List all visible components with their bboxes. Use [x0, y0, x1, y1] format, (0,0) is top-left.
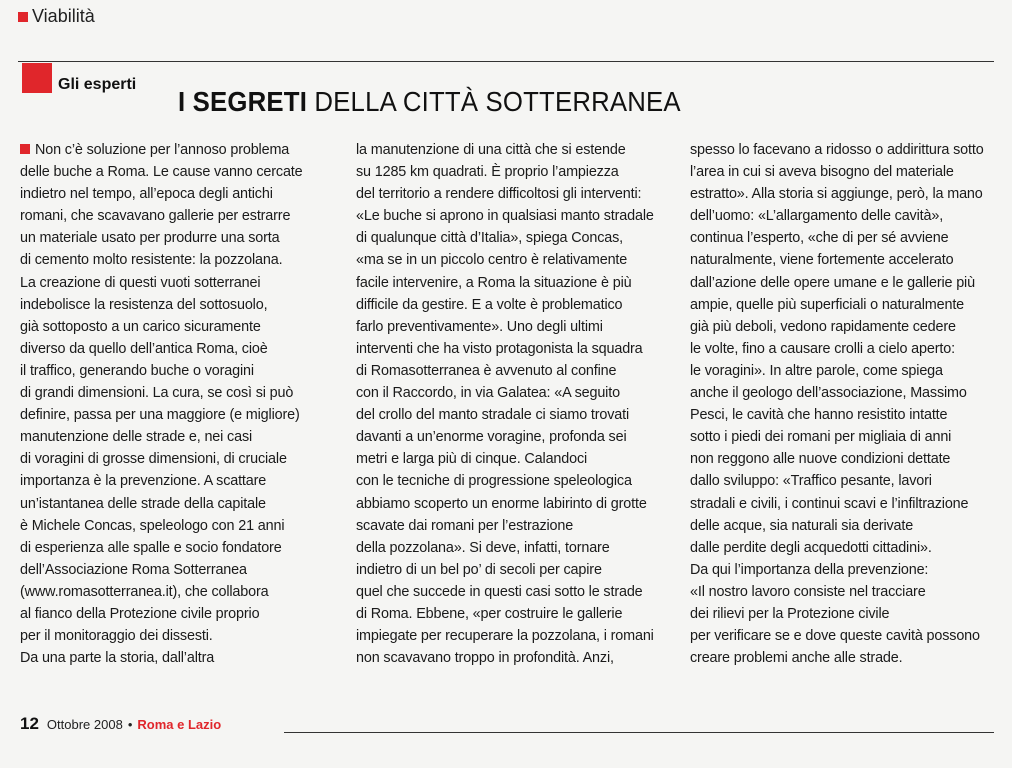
article-line-text: interventi che ha visto protagonista la squadra	[356, 340, 643, 357]
article-line-text: di cemento molto resistente: la pozzolana.	[20, 252, 283, 269]
article-line-text: della pozzolana». Si deve, infatti, tornare	[356, 539, 610, 556]
footer-separator: •	[127, 717, 133, 732]
article-line-text: abbiamo scoperto un enorme labirinto di grotte	[356, 495, 647, 512]
article-line-text: sotto i piedi dei romani per migliaia di anni	[690, 429, 952, 446]
article-column-3	[690, 139, 1000, 669]
article-line-text: definire, passa per una maggiore (e migliore)	[20, 407, 300, 424]
article-line-text: non scavavano troppo in profondità. Anzi,	[356, 650, 614, 667]
article-line-text: La creazione di questi vuoti sotterranei	[20, 274, 261, 291]
article-line-text: farlo preventivamente». Uno degli ultimi	[356, 318, 603, 335]
article-line	[690, 227, 1000, 249]
bottom-divider	[284, 732, 994, 733]
article-line	[690, 360, 1000, 382]
article-line-text: facile intervenire, a Roma la situazione è più	[356, 274, 632, 291]
article-column-1	[20, 139, 338, 669]
article-line-text: per verificare se e dove queste cavità possono	[690, 628, 980, 645]
article-line-text: di Romasotterranea è avvenuto al confine	[356, 362, 617, 379]
top-divider	[18, 61, 994, 62]
article-line-text: stradali e civili, i continui scavi e l’infiltrazione	[690, 495, 969, 512]
article-line	[20, 360, 338, 382]
article-line-text: delle buche a Roma. Le cause vanno cercate	[20, 164, 303, 181]
article-line-text: spesso lo facevano a ridosso o addirittura sotto	[690, 142, 984, 158]
article-line	[20, 183, 338, 205]
article-line-text: dalle perdite degli acquedotti cittadini».	[690, 539, 932, 556]
article-line	[690, 537, 1000, 559]
article-line	[356, 316, 674, 338]
article-line-text: «Il nostro lavoro consiste nel tracciare	[690, 583, 926, 600]
article-line-text: Da qui l’importanza della prevenzione:	[690, 561, 929, 578]
article-line-text: dei rilievi per la Protezione civile	[690, 605, 890, 622]
article-line	[690, 559, 1000, 581]
article-line-text: per il monitoraggio dei dissesti.	[20, 628, 213, 645]
article-line-text: impiegate per recuperare la pozzolana, i romani	[356, 628, 654, 645]
article-line-text: naturalmente, viene fortemente accelerato	[690, 252, 954, 269]
article-line-text: con le tecniche di progressione speleologica	[356, 473, 632, 490]
article-line	[690, 249, 1000, 271]
article-line	[690, 338, 1000, 360]
article-line	[20, 338, 338, 360]
publication-name: Roma e Lazio	[137, 717, 222, 732]
article-line	[356, 515, 674, 537]
page-number: 12	[20, 714, 39, 733]
article-line-text: non reggono alle nuove condizioni dettate	[690, 451, 951, 468]
article-line	[690, 316, 1000, 338]
article-line-text: il traffico, generando buche o voragini	[20, 362, 254, 379]
article-line	[356, 625, 674, 647]
article-line	[20, 603, 338, 625]
article-line	[356, 338, 674, 360]
headline-rest: DELLA CITTÀ SOTTERRANEA	[307, 86, 681, 117]
article-line	[356, 360, 674, 382]
article-line	[20, 404, 338, 426]
page-footer	[20, 714, 221, 734]
article-line	[356, 139, 674, 161]
article-line-text: difficile da gestire. E a volte è problematico	[356, 296, 623, 313]
article-line	[20, 559, 338, 581]
article-line-text: «ma se in un piccolo centro è relativamente	[356, 252, 628, 269]
article-line-text: Non c’è soluzione per l’annoso problema	[35, 142, 290, 158]
article-line	[20, 249, 338, 271]
article-line	[20, 426, 338, 448]
article-line-text: la manutenzione di una città che si estende	[356, 142, 626, 158]
article-line	[690, 426, 1000, 448]
article-line	[690, 470, 1000, 492]
article-line	[690, 139, 1000, 161]
article-line-text: (www.romasotterranea.it), che collabora	[20, 583, 269, 600]
article-line-text: le volte, fino a causare crolli a cielo aperto:	[690, 340, 955, 357]
article-line	[356, 581, 674, 603]
article-line-text: su 1285 km quadrati. È proprio l’ampiezza	[356, 164, 619, 181]
article-line	[690, 183, 1000, 205]
article-line-text: delle acque, sia naturali sia derivate	[690, 517, 914, 534]
paragraph-bullet-square	[20, 144, 30, 154]
article-line	[690, 515, 1000, 537]
article-line	[356, 647, 674, 669]
article-line-text: di esperienza alle spalle e socio fondatore	[20, 539, 282, 556]
article-line-text: romani, che scavavano gallerie per estrarre	[20, 208, 291, 225]
article-line	[20, 382, 338, 404]
section-marker-square	[18, 12, 28, 22]
article-line	[356, 227, 674, 249]
article-line	[356, 448, 674, 470]
kicker-red-box	[22, 63, 52, 93]
article-line	[356, 470, 674, 492]
article-line-text: continua l’esperto, «che di per sé avviene	[690, 230, 949, 247]
headline	[178, 86, 681, 118]
article-line	[356, 426, 674, 448]
article-line	[690, 448, 1000, 470]
article-line-text: indietro nel tempo, all’epoca degli antichi	[20, 186, 273, 203]
article-line-text: di qualunque città d’Italia», spiega Concas,	[356, 230, 624, 247]
article-line-text: metri e larga più di cinque. Calandoci	[356, 451, 588, 468]
article-line-text: creare problemi anche alle strade.	[690, 650, 903, 667]
article-line	[356, 382, 674, 404]
article-line-text: le voragini». In altre parole, come spiega	[690, 362, 943, 379]
article-line	[356, 183, 674, 205]
article-line-text: di Roma. Ebbene, «per costruire le gallerie	[356, 605, 623, 622]
article-column-2	[356, 139, 674, 669]
article-line	[356, 161, 674, 183]
article-line	[20, 515, 338, 537]
article-line	[356, 249, 674, 271]
article-line-text: indebolisce la resistenza del sottosuolo,	[20, 296, 268, 313]
section-label: Viabilità	[32, 6, 95, 26]
article-line-text: Da una parte la storia, dall’altra	[20, 650, 215, 667]
article-line-text: dallo sviluppo: «Traffico pesante, lavori	[690, 473, 932, 490]
article-line-text: estratto». Alla storia si aggiunge, però, la mano	[690, 186, 983, 203]
article-line	[690, 205, 1000, 227]
article-line-text: di grandi dimensioni. La cura, se così si può	[20, 385, 294, 402]
article-line-text: già sottoposto a un carico sicuramente	[20, 318, 261, 335]
article-line	[20, 139, 338, 161]
article-line-text: già più deboli, vedono rapidamente cedere	[690, 318, 956, 335]
section-tag	[18, 6, 95, 27]
article-line-text: quel che succede in questi casi sotto le strade	[356, 583, 643, 600]
article-line	[690, 382, 1000, 404]
article-line	[20, 161, 338, 183]
article-line-text: indietro di un bel po’ di secoli per capire	[356, 561, 602, 578]
article-line	[20, 205, 338, 227]
article-line	[690, 603, 1000, 625]
article-line	[690, 581, 1000, 603]
kicker-label: Gli esperti	[58, 76, 137, 93]
article-line	[20, 227, 338, 249]
article-line-text: manutenzione delle strade e, nei casi	[20, 429, 253, 446]
article-line-text: di voragini di grosse dimensioni, di cruciale	[20, 451, 287, 468]
article-line-text: anche il geologo dell’associazione, Massimo	[690, 385, 967, 402]
article-line	[20, 581, 338, 603]
headline-bold: I SEGRETI	[178, 86, 308, 117]
article-line	[20, 537, 338, 559]
article-line	[20, 625, 338, 647]
article-line	[20, 316, 338, 338]
article-line	[20, 470, 338, 492]
article-line	[356, 272, 674, 294]
article-line	[690, 272, 1000, 294]
article-line-text: è Michele Concas, speleologo con 21 anni	[20, 517, 285, 534]
article-line	[356, 603, 674, 625]
article-line	[690, 625, 1000, 647]
article-line-text: diverso da quello dell’antica Roma, cioè	[20, 340, 268, 357]
article-line	[356, 294, 674, 316]
article-line	[690, 404, 1000, 426]
article-line-text: Pesci, le cavità che hanno resistito intatte	[690, 407, 948, 424]
article-line-text: ampie, quelle più superficiali o naturalmente	[690, 296, 965, 313]
article-line-text: con il Raccordo, in via Galatea: «A seguito	[356, 385, 620, 402]
article-line	[356, 493, 674, 515]
article-line	[356, 205, 674, 227]
article-line	[20, 493, 338, 515]
article-line-text: dell’Associazione Roma Sotterranea	[20, 561, 247, 578]
article-line	[356, 537, 674, 559]
article-line	[690, 647, 1000, 669]
article-line	[690, 294, 1000, 316]
article-line-text: l’area in cui si aveva bisogno del materiale	[690, 164, 954, 181]
article-line-text: un materiale usato per produrre una sorta	[20, 230, 280, 247]
issue-date: Ottobre 2008	[46, 717, 123, 732]
article-line-text: dall’azione delle opere umane e le gallerie più	[690, 274, 975, 291]
article-line	[690, 161, 1000, 183]
article-line-text: davanti a un’enorme voragine, profonda sei	[356, 429, 627, 446]
article-line-text: un’istantanea delle strade della capitale	[20, 495, 266, 512]
article-line-text: del territorio a rendere difficoltosi gli interventi:	[356, 186, 642, 203]
article-line-text: dell’uomo: «L’allargamento delle cavità»,	[690, 208, 944, 225]
article-line	[20, 448, 338, 470]
article-line	[356, 404, 674, 426]
article-line-text: scavate dai romani per l’estrazione	[356, 517, 574, 534]
article-line-text: al fianco della Protezione civile proprio	[20, 605, 260, 622]
article-line	[20, 272, 338, 294]
article-line-text: del crollo del manto stradale ci siamo trovati	[356, 407, 630, 424]
article-line	[20, 294, 338, 316]
article-line-text: importanza è la prevenzione. A scattare	[20, 473, 267, 490]
article-line	[690, 493, 1000, 515]
article-line	[356, 559, 674, 581]
article-line-text: «Le buche si aprono in qualsiasi manto stradale	[356, 208, 654, 225]
article-line	[20, 647, 338, 669]
